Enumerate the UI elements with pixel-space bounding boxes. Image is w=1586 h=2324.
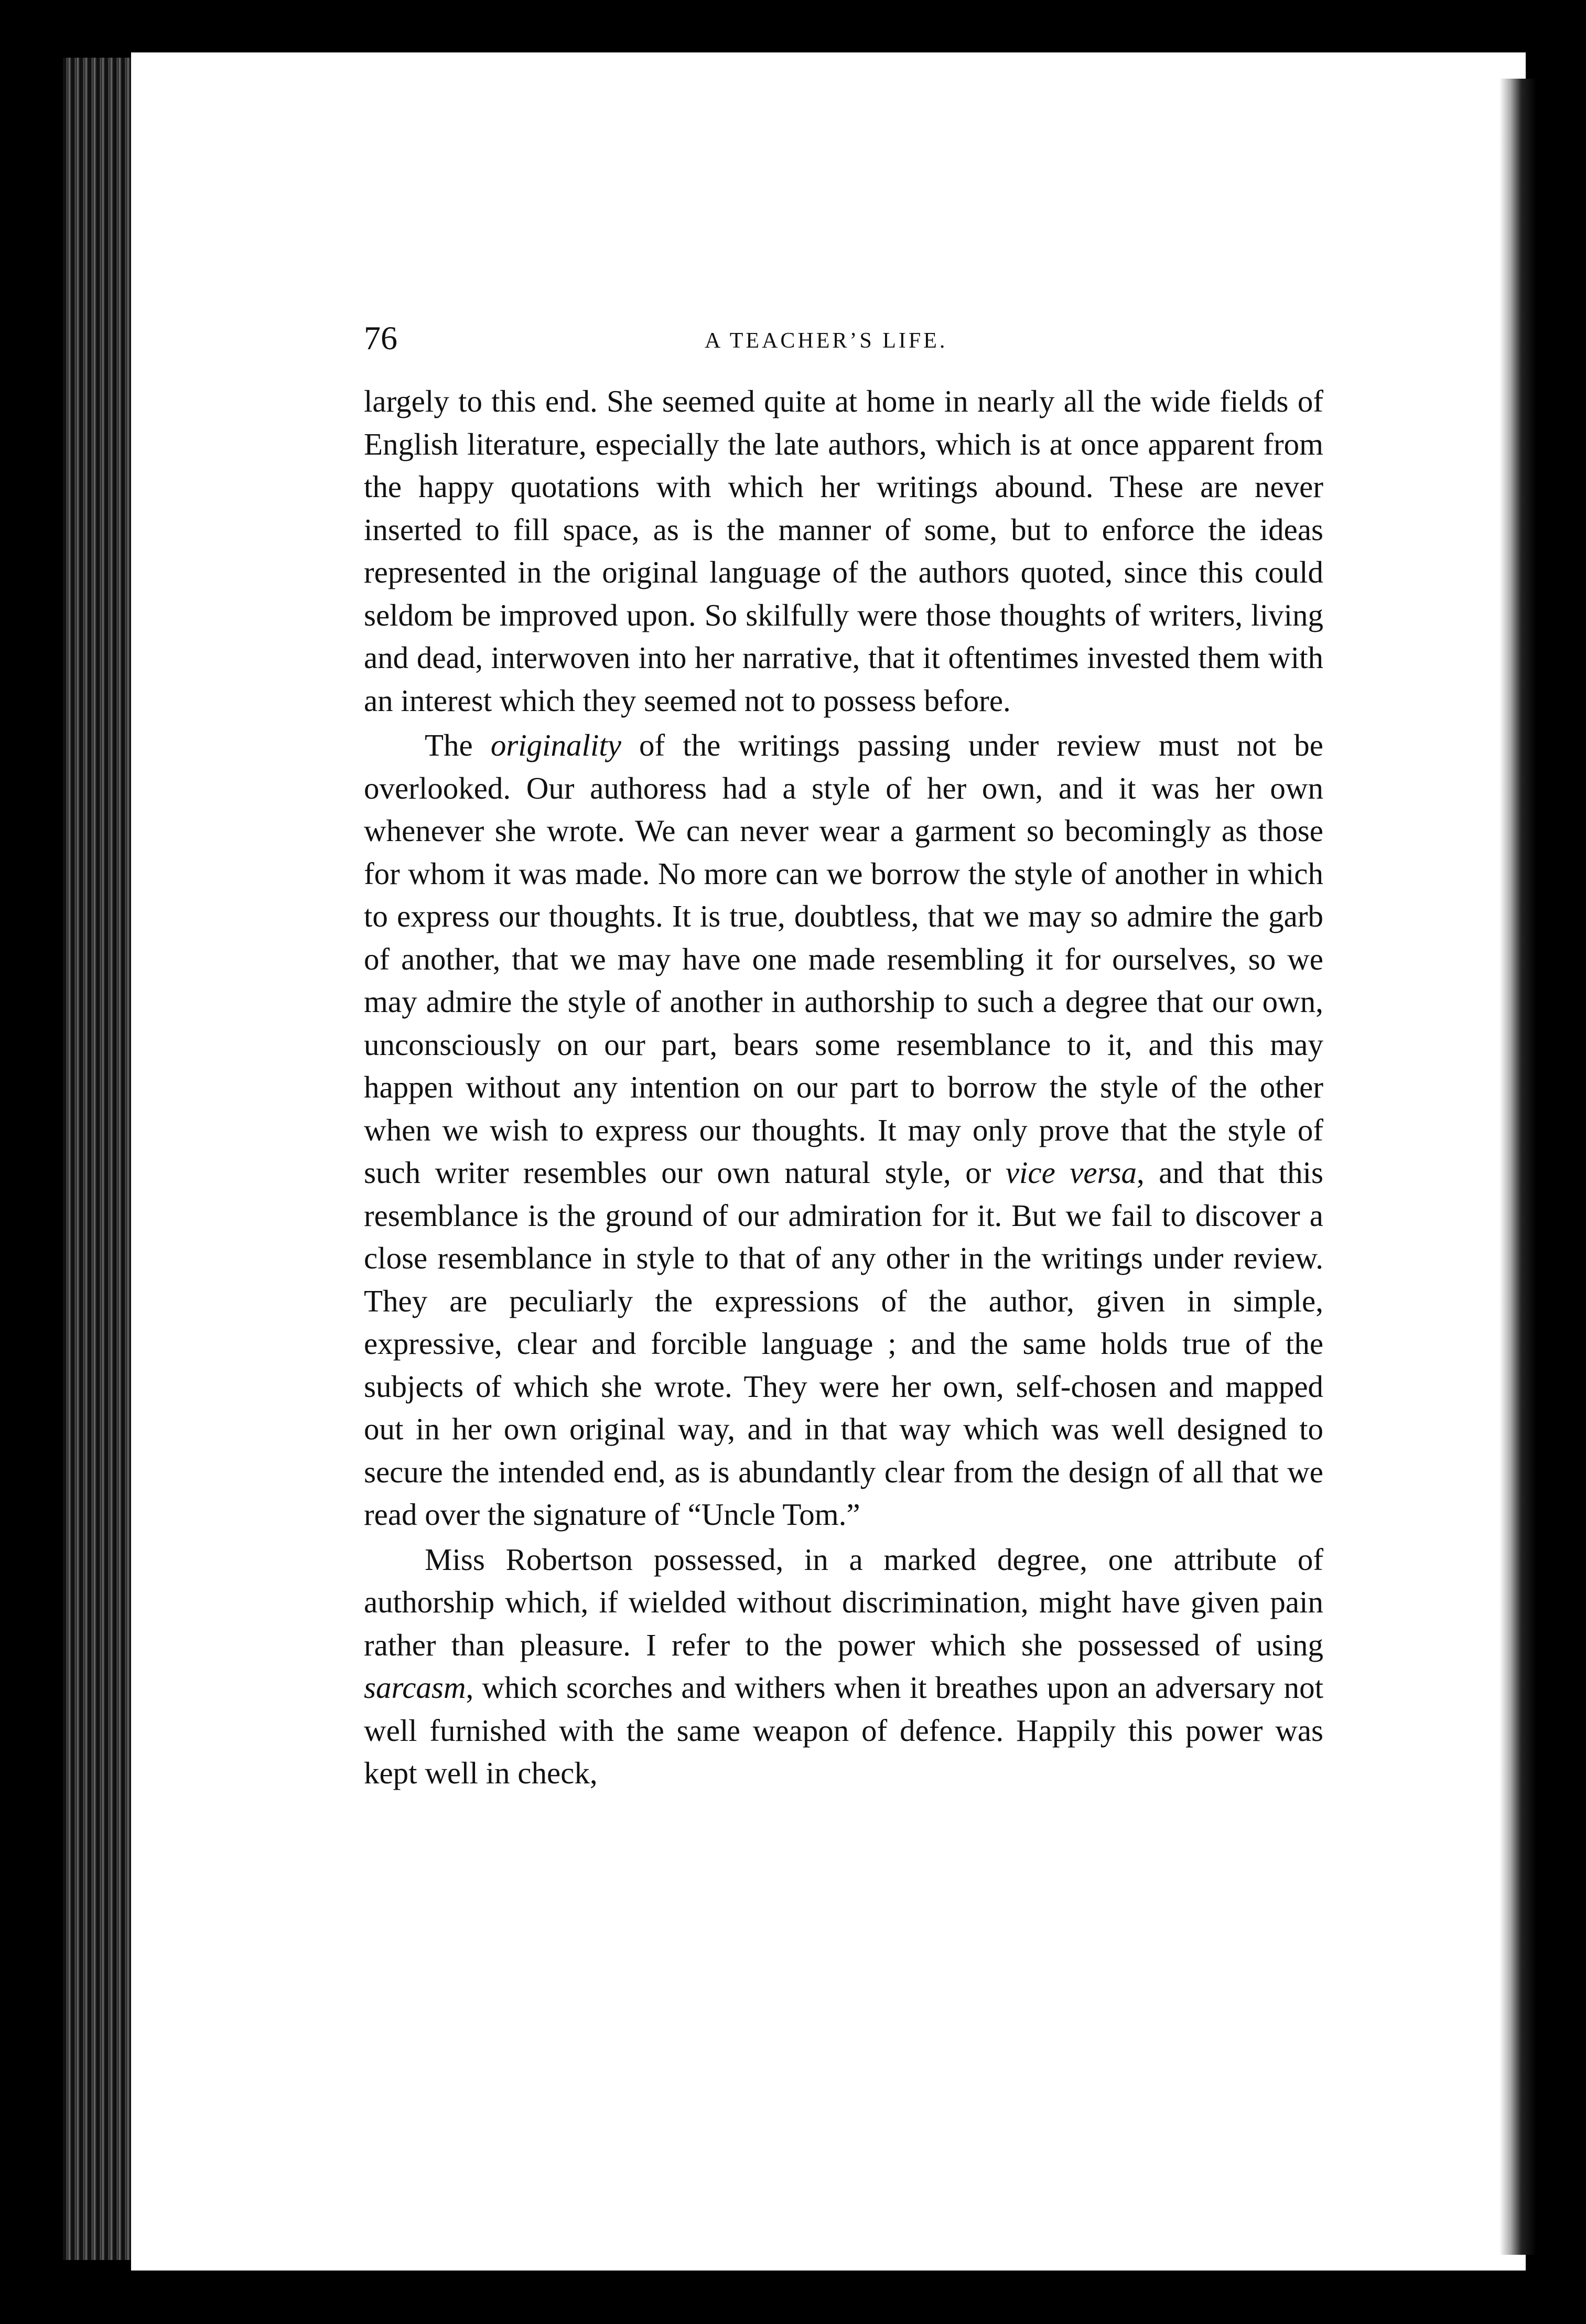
book-binding-right	[1499, 79, 1536, 2255]
paragraph	[364, 1538, 1323, 1795]
text-run: , and that this resemblance is the ground of our admiration for it. But we fail to discover a close resemblance in style to that of any other in the writings under review. They are peculiarly the expressions of the author, given in simple, expressive, clear and forcible language ; and the same holds true of the subjects of which she wrote. They were her own, self-chosen and mapped out in her own original way, and in that way which was well designed to secure the intended end, as is abundantly clear from the design of all that we read over the signature of “Uncle Tom.”	[364, 1155, 1324, 1532]
paragraph	[364, 380, 1323, 722]
italic-text: vice versa	[1005, 1155, 1137, 1190]
text-run: , which scorches and withers when it breathes upon an adversary not well furnished with the same weapon of defence. Happily this power was kept well in check,	[364, 1670, 1323, 1790]
text-run: The	[425, 728, 491, 762]
running-title: A TEACHER’S LIFE.	[705, 329, 948, 353]
page-header	[364, 315, 1323, 362]
page-number: 76	[364, 319, 397, 357]
text-run: of the writings passing under review must not be overlooked. Our authoress had a style of her own, and it was her own whenever she wrote. We can never wear a garment so becomingly as those for whom it was made. No more can we borrow the style of another in which to express our thoughts. It is true, doubtless, that we may so admire the garb of another, that we may have one made resembling it for ourselves, so we may admire the style of another in authorship to such a degree that our own, unconsciously on our part, bears some resemblance to it, and this may happen without any intention on our part to borrow the style of the other when we wish to express our thoughts. It may only prove that the style of such writer resembles our own natural style, or	[364, 728, 1323, 1190]
italic-text: originality	[490, 728, 621, 762]
text-run: Miss Robertson possessed, in a marked degree, one attribute of authorship which, if wielded without discrimination, might have given pain rather than pleasure. I refer to the power which she possessed of using	[364, 1542, 1323, 1662]
paragraph	[364, 724, 1323, 1536]
text-run: largely to this end. She seemed quite at home in nearly all the wide fields of English literature, especially the late authors, which is at once apparent from the happy quotations with which her writings abound. These are never inserted to fill space, as is the manner of some, but to enforce the ideas represented in the original language of the authors quoted, since this could seldom be improved upon. So skilfully were those thoughts of writers, living and dead, interwoven into her narrative, that it oftentimes invested them with an interest which they seemed not to possess before.	[364, 384, 1323, 718]
body-text	[364, 380, 1323, 1795]
book-edge-left	[63, 58, 131, 2260]
italic-text: sarcasm	[364, 1670, 466, 1705]
